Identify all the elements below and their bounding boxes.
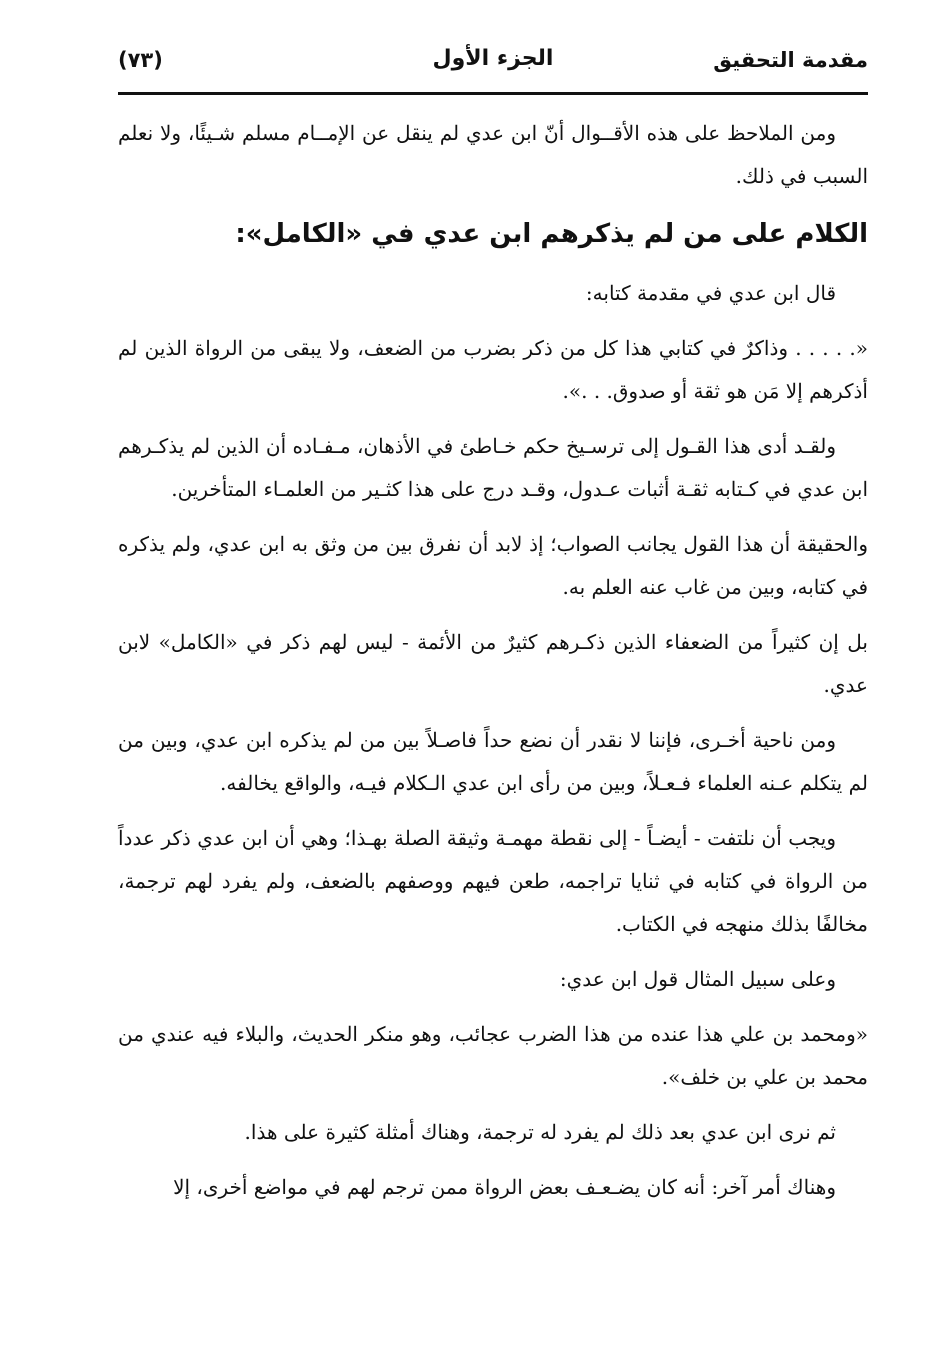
paragraph-1: ومن الملاحظ على هذه الأقــوال أنّ ابن عدي لم ينقل عن الإمــام مسلم شـيئًا، ولا نعلم السبب في ذلك.: [118, 121, 868, 188]
paragraph-11: ثم نرى ابن عدي بعد ذلك لم يفرد له ترجمة، وهناك أمثلة كثيرة على هذا.: [244, 1120, 836, 1144]
page-number: (٧٣): [118, 48, 163, 72]
quote-paragraph-1: «. . . . . وذاكرٌ في كتابي هذا كل من ذكر بضرب من الضعف، ولا يبقى من الرواة الذين لم أذكرهم إلا مَن هو ثقة أو صدوق. . .».: [118, 336, 868, 403]
paragraph-5: والحقيقة أن هذا القول يجانب الصواب؛ إذ لابد أن نفرق بين من وثق به ابن عدي، ولم يذكره في كتابه، وبين من غاب عنه العلم به.: [118, 532, 868, 599]
page-body: [118, 112, 868, 1221]
volume-label: الجزء الأول: [432, 46, 554, 71]
header-rule: [118, 92, 868, 95]
paragraph-4: ولقـد أدى هذا القـول إلى ترسـيخ حكم خـاطئ في الأذهان، مـفـاده أن الذين لم يذكـرهم ابن عدي في كـتابه ثقـة أثبات عـدول، وقـد درج على هذا كثـير من العلمـاء المتأخرين.: [118, 434, 868, 501]
running-section-title: مقدمة التحقيق: [713, 48, 868, 72]
paragraph-8: ويجب أن نلتفت - أيضـاً - إلى نقطة مهمـة وثيقة الصلة بهـذا؛ وهي أن ابن عدي ذكر عدداً من الرواة في كتابه في ثنايا تراجمه، طعن فيهم ووصفهم بالضعف، ولم يفرد لهم ترجمة، مخالفًا بذلك منهجه في الكتاب.: [118, 826, 868, 936]
paragraph-7: ومن ناحية أخـرى، فإننا لا نقدر أن نضع حداً فاصـلاً بين من لم يذكره ابن عدي، وبين من لم يتكلم عـنه العلماء فـعـلاً، وبين من رأى ابن عدي الـكلام فيـه، والواقع يخالفه.: [118, 728, 868, 795]
paragraph-12: وهناك أمر آخر: أنه كان يضـعـف بعض الرواة ممن ترجم لهم في مواضع أخرى، إلا: [173, 1175, 836, 1199]
section-heading: الكلام على من لم يذكرهم ابن عدي في «الكامل»:: [235, 219, 868, 249]
paragraph-6: بل إن كثيراً من الضعفاء الذين ذكـرهم كثيرٌ من الأئمة - ليس لهم ذكر في «الكامل» لابن عدي.: [118, 630, 868, 697]
paragraph-2: قال ابن عدي في مقدمة كتابه:: [585, 281, 836, 305]
quote-paragraph-2: «ومحمد بن علي هذا عنده من هذا الضرب عجائب، وهو منكر الحديث، والبلاء فيه عندي من محمد بن علي بن خلف».: [118, 1022, 868, 1089]
paragraph-9: وعلى سبيل المثال قول ابن عدي:: [559, 967, 836, 991]
page-header: [118, 42, 868, 82]
